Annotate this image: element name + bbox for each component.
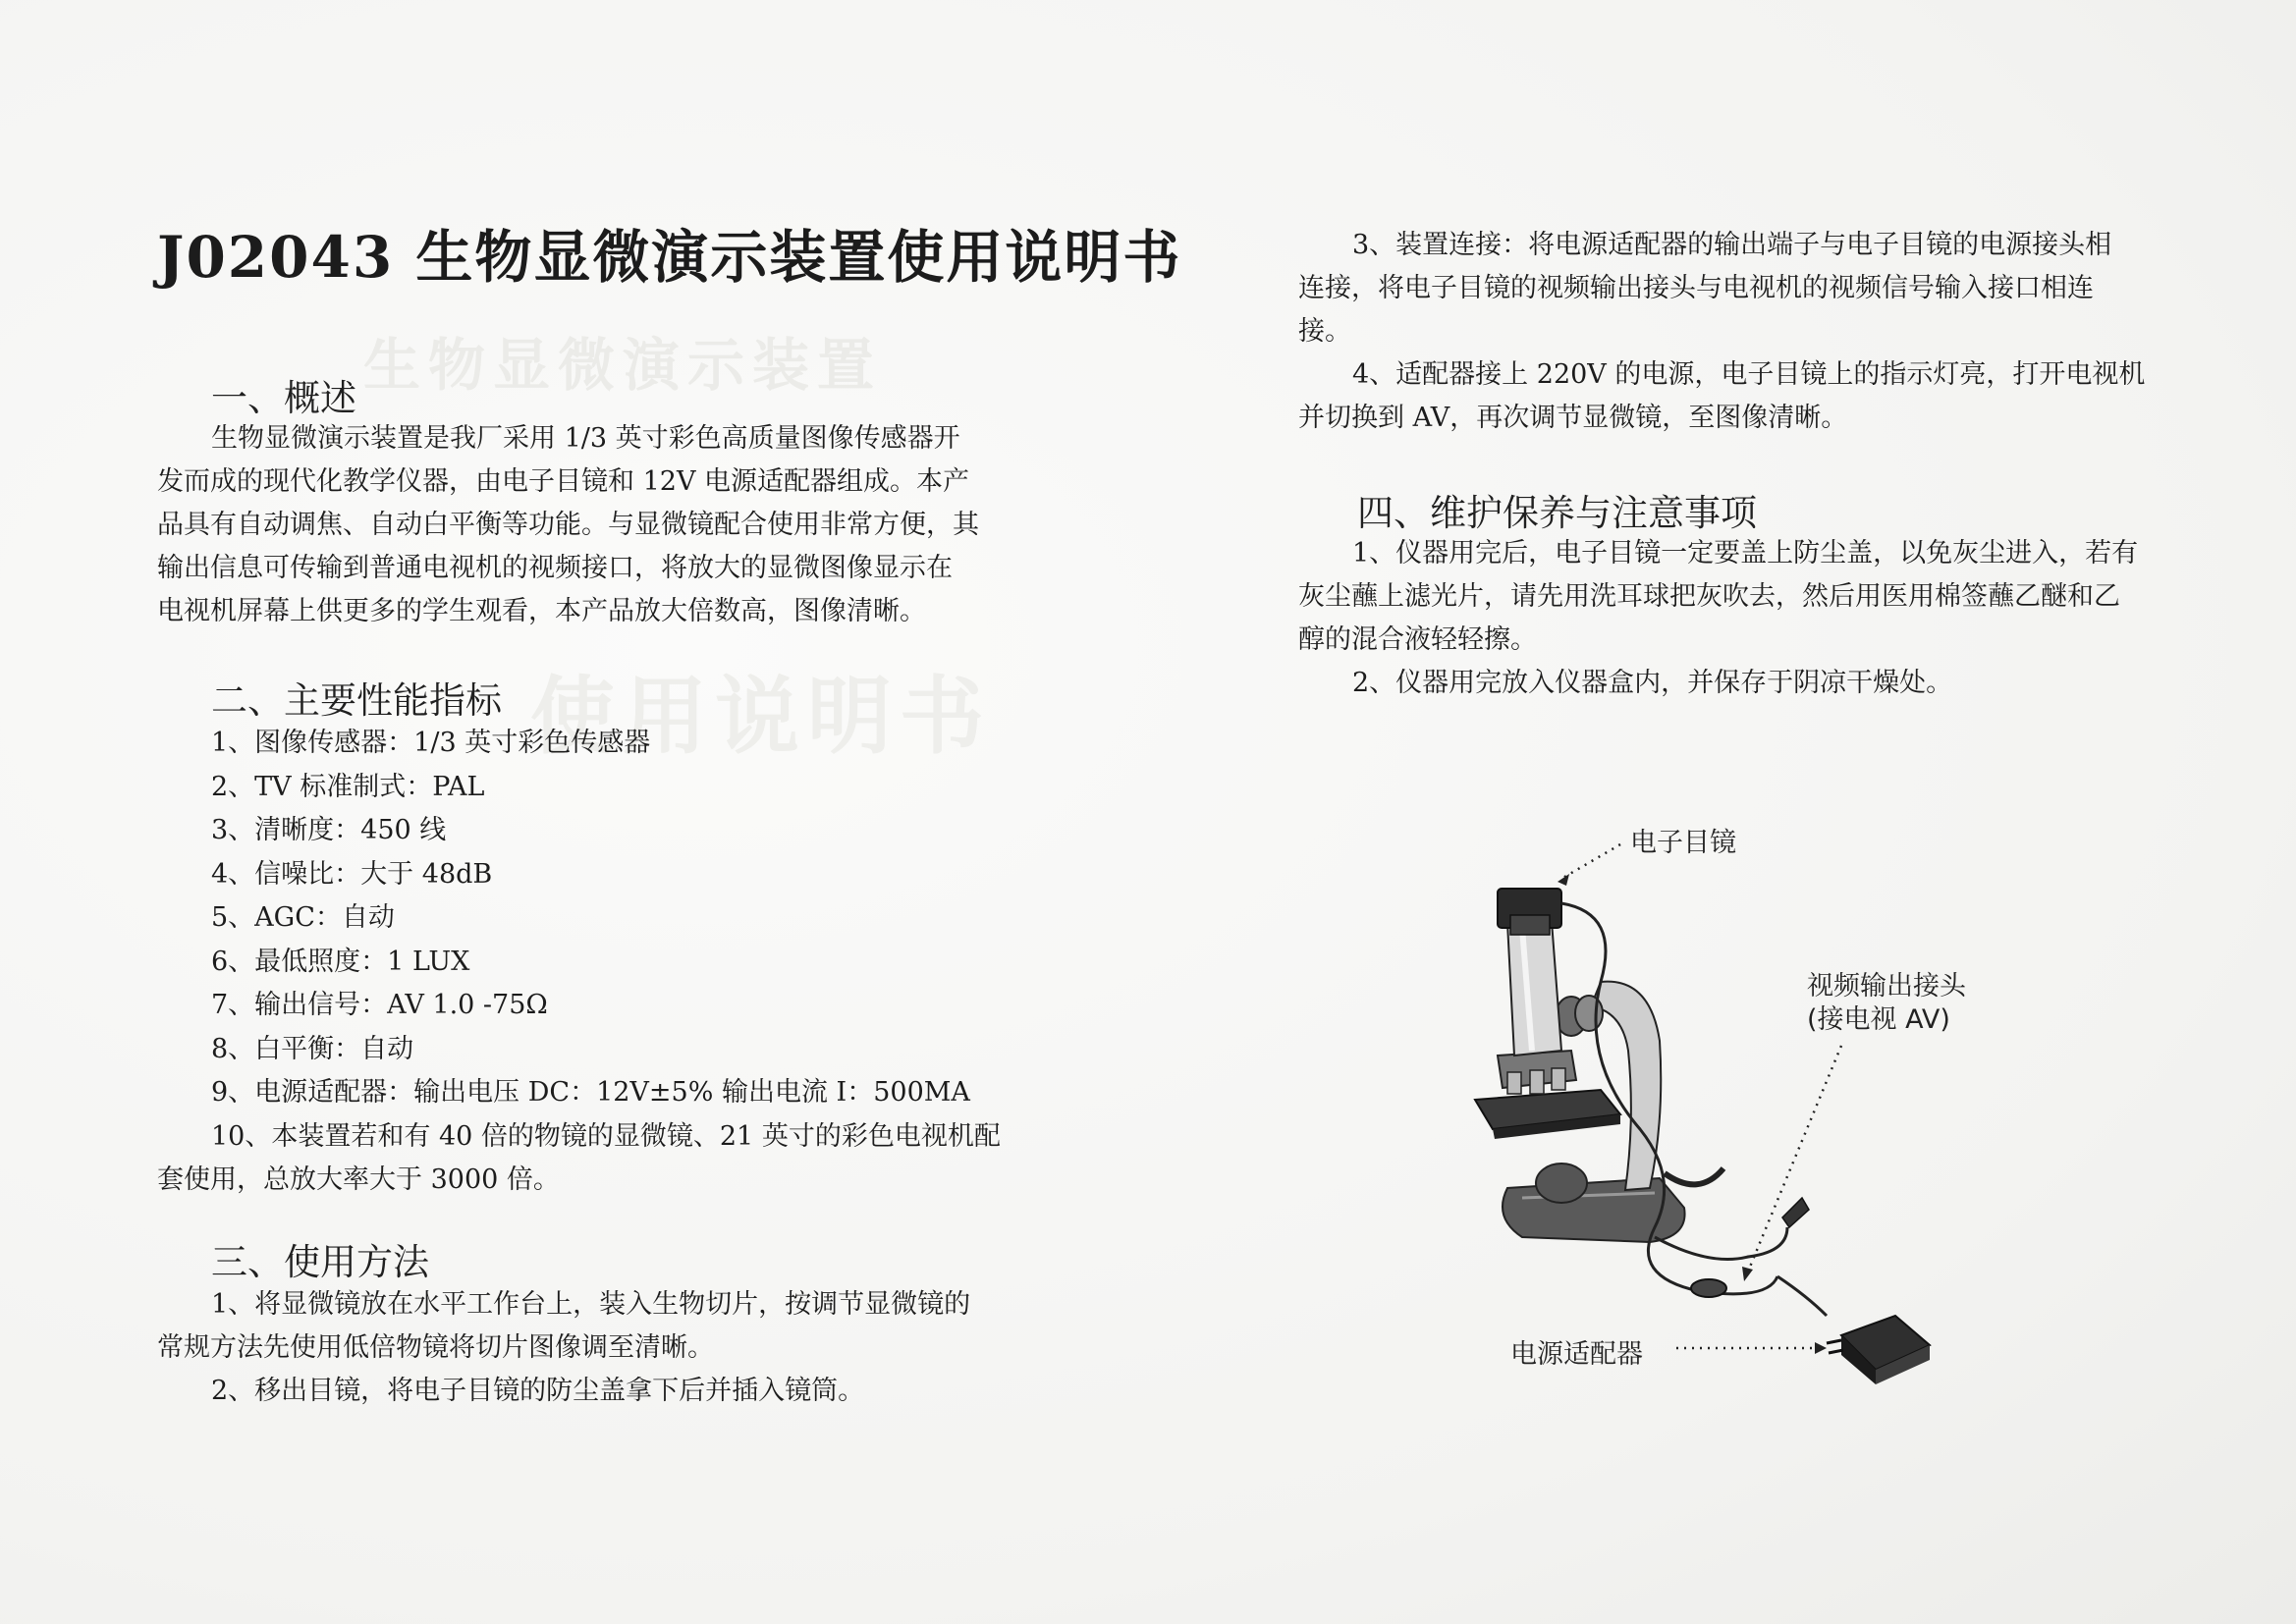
label-video-output-note: (接电视 AV): [1807, 1004, 1950, 1035]
usage-paragraph-continued: [1298, 224, 2182, 440]
microscope-tube: [1507, 921, 1561, 1056]
arrow-video: [1742, 1267, 1753, 1281]
maintenance-line: 灰尘蘸上滤光片，请先用洗耳球把灰吹去，然后用医用棉签蘸乙醚和乙: [1298, 581, 2120, 612]
spec-item-continuation: 套使用，总放大率大于 3000 倍。: [157, 1164, 560, 1195]
spec-item: 2、TV 标准制式：PAL: [211, 771, 485, 802]
spec-item: 8、白平衡：自动: [211, 1033, 414, 1064]
usage-line: 接。: [1298, 316, 1351, 347]
spec-item: 5、AGC：自动: [211, 902, 395, 933]
av-connector: [1691, 1279, 1726, 1297]
label-electronic-eyepiece: 电子目镜: [1630, 828, 1736, 858]
spec-item: 10、本装置若和有 40 倍的物镜的显微镜、21 英寸的彩色电视机配: [211, 1120, 1001, 1152]
page-title: J02043 生物显微演示装置使用说明书: [157, 224, 1182, 291]
power-plug: [1782, 1198, 1809, 1227]
maintenance-line: 醇的混合液轻轻擦。: [1298, 624, 1537, 655]
section-heading-maintenance: 四、维护保养与注意事项: [1357, 492, 1757, 534]
bleed-through-heading: 使用说明书: [530, 667, 992, 766]
usage-line: 3、装置连接：将电源适配器的输出端子与电子目镜的电源接头相: [1352, 230, 2112, 260]
spec-item: 9、电源适配器：输出电压 DC：12V±5% 输出电流 I：500MA: [211, 1077, 970, 1108]
label-power-adapter: 电源适配器: [1510, 1339, 1643, 1370]
usage-line: 2、移出目镜，将电子目镜的防尘盖拿下后并插入镜筒。: [211, 1376, 865, 1406]
usage-line: 连接，将电子目镜的视频输出接头与电视机的视频信号输入接口相连: [1298, 273, 2094, 303]
maintenance-line: 1、仪器用完后，电子目镜一定要盖上防尘盖，以免灰尘进入，若有: [1352, 538, 2139, 568]
section-heading-specs: 二、主要性能指标: [211, 679, 502, 722]
spec-item: 3、清晰度：450 线: [211, 815, 447, 845]
usage-line: 并切换到 AV，再次调节显微镜，至图像清晰。: [1298, 403, 1848, 433]
overview-line: 品具有自动调焦、自动白平衡等功能。与显微镜配合使用非常方便，其: [157, 510, 979, 540]
maintenance-paragraph: [1298, 532, 2182, 705]
specs-list: [157, 722, 1001, 1203]
microscope-illustration: [1453, 805, 2003, 1394]
usage-line: 1、将显微镜放在水平工作台上，装入生物切片，按调节显微镜的: [211, 1289, 971, 1320]
leader-video: [1748, 1046, 1841, 1272]
usage-line: 4、适配器接上 220V 的电源，电子目镜上的指示灯亮，打开电视机: [1352, 359, 2146, 390]
overview-line: 发而成的现代化教学仪器，由电子目镜和 12V 电源适配器组成。本产: [157, 466, 970, 497]
spec-item: 6、最低照度：1 LUX: [211, 946, 470, 977]
section-heading-overview: 一、概述: [211, 377, 356, 419]
arrow-eyepiece: [1558, 874, 1569, 886]
leader-eyepiece: [1561, 844, 1620, 879]
overview-line: 生物显微演示装置是我厂采用 1/3 英寸彩色高质量图像传感器开: [211, 423, 960, 454]
bleed-through-subtitle: 生物显微演示装置: [363, 332, 883, 399]
spec-item: 1、图像传感器：1/3 英寸彩色传感器: [211, 728, 651, 758]
maintenance-line: 2、仪器用完放入仪器盒内，并保存于阴凉干燥处。: [1352, 668, 1953, 698]
spec-item: 4、信噪比：大于 48dB: [211, 858, 493, 890]
usage-paragraph: [157, 1283, 1041, 1413]
overview-line: 输出信息可传输到普通电视机的视频接口，将放大的显微图像显示在: [157, 553, 953, 583]
spec-item: 7、输出信号：AV 1.0 -75Ω: [211, 990, 548, 1020]
usage-line: 常规方法先使用低倍物镜将切片图像调至清晰。: [157, 1332, 714, 1363]
overview-paragraph: [157, 417, 1021, 633]
fine-focus-knob: [1536, 1164, 1587, 1203]
microscope-base: [1503, 1178, 1685, 1242]
section-heading-usage: 三、使用方法: [211, 1241, 429, 1283]
arrow-adapter: [1815, 1342, 1827, 1354]
overview-line: 电视机屏幕上供更多的学生观看，本产品放大倍数高，图像清晰。: [157, 596, 926, 626]
label-video-output: 视频输出接头: [1807, 971, 1966, 1001]
